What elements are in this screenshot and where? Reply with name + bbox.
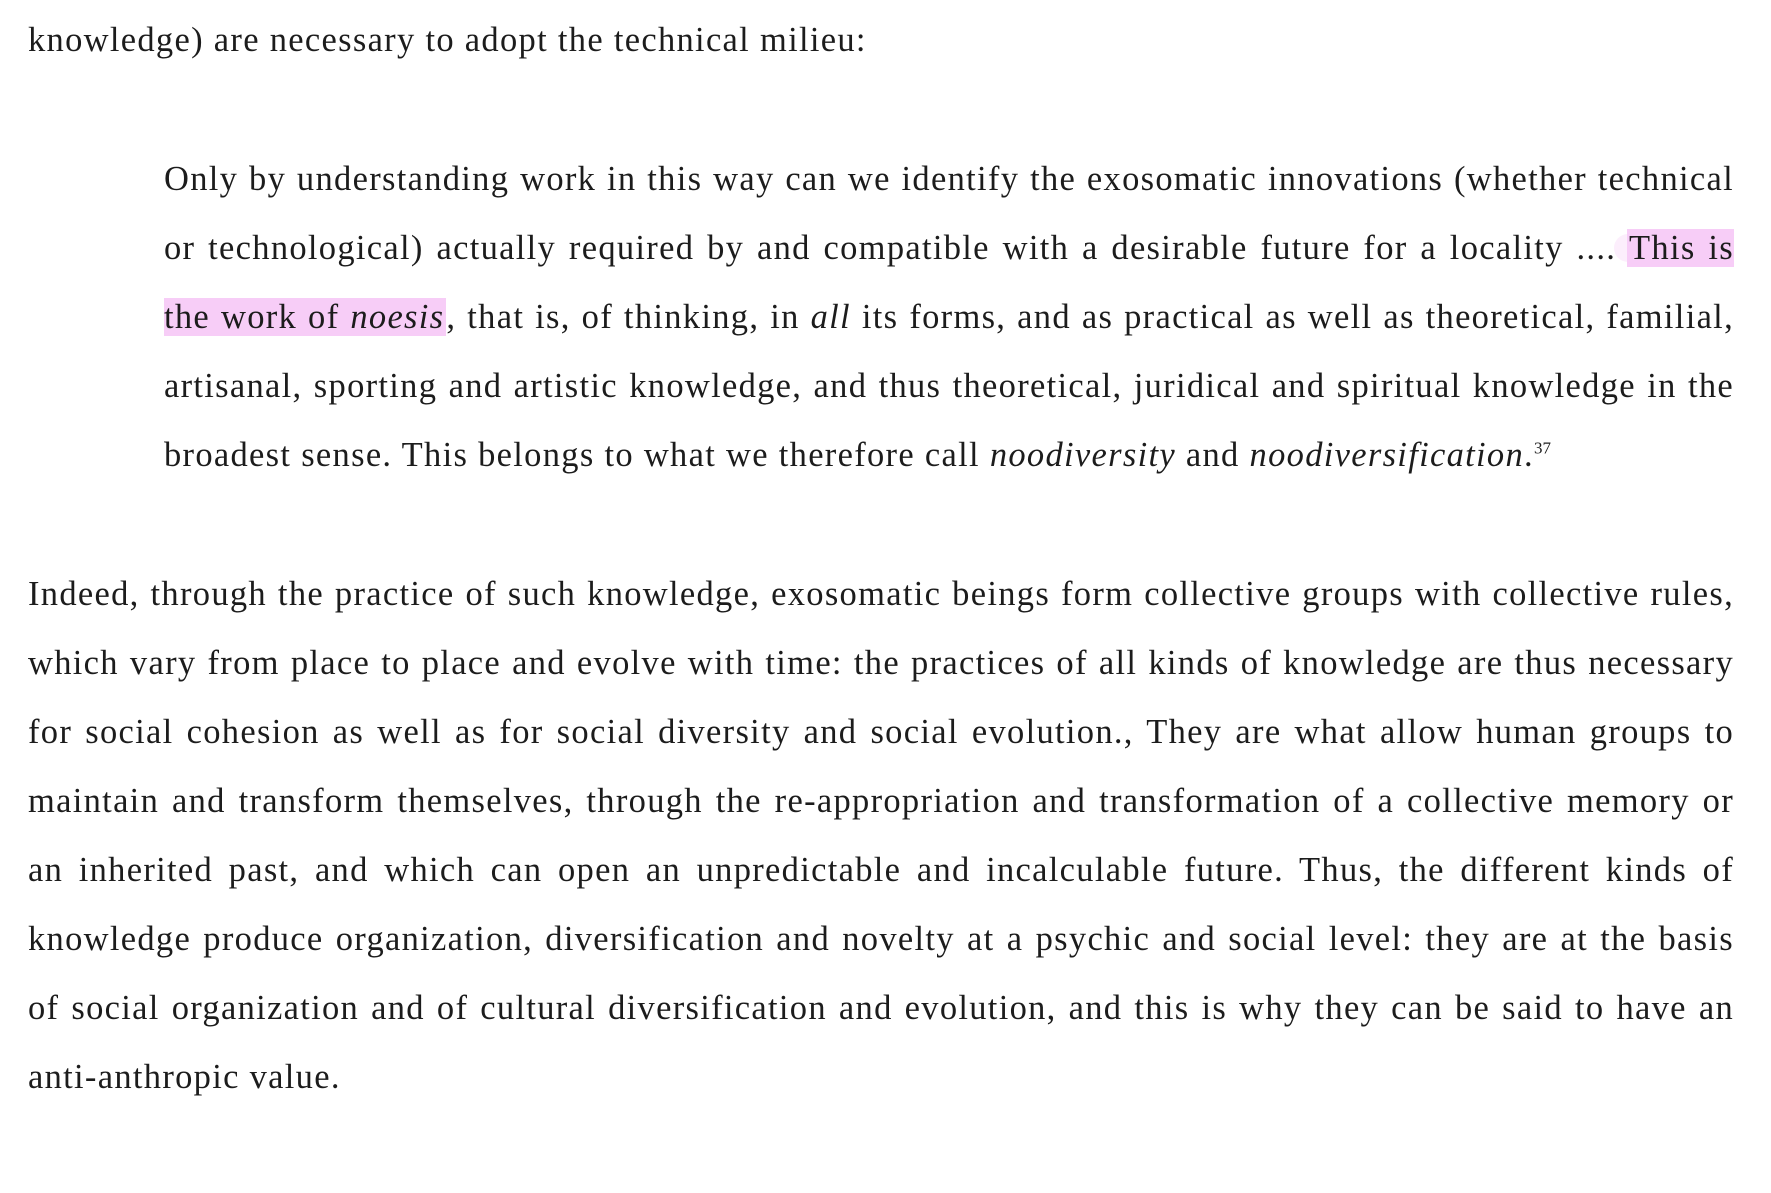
quote-text-part3: its forms, and as practical as well as theoretical, familial, artisanal, sporting and artistic knowledge, and thus theoretical, juridical and spiritual knowledge in the broadest sense. This belongs to what we therefore call: [164, 298, 1734, 474]
highlight-italic-noesis: noesis: [350, 298, 445, 336]
highlight-text: This is the work of: [164, 229, 1734, 336]
intro-paragraph: knowledge) are necessary to adopt the technical milieu:: [28, 21, 867, 59]
quote-text-part2: , that is, of thinking, in: [446, 298, 811, 336]
ellipsis: ....: [1576, 229, 1617, 267]
body-paragraph: Indeed, through the practice of such knowledge, exosomatic beings form collective groups with collective rules, which vary from place to place and evolve with time: the practices of all kinds of knowledge are thus necessary for social cohesion as well as for social diversity and social evolution., They are what allow human groups to maintain and transform themselves, through the re-appropriation and transformation of a collective memory or an inherited past, and which can open an unpredictable and incalculable future. Thus, the different kinds of knowledge produce organization, diversification and novelty at a psychic and social level: they are at the basis of social organization and of cultural diversification and evolution, and this is why they can be said to have an anti-anthropic value.: [28, 575, 1734, 1096]
document-page: [28, 0, 1734, 1112]
quote-period: .: [1524, 436, 1534, 474]
footnote-reference[interactable]: 37: [1533, 438, 1551, 458]
conjunction-and: and: [1175, 436, 1250, 474]
italic-noodiversity: noodiversity: [989, 436, 1176, 474]
quote-text-part1: Only by understanding work in this way can we identify the exosomatic innovations (whether technical or technological) actually required by and compatible with a desirable future for a locality: [164, 160, 1734, 267]
italic-all: all: [810, 298, 851, 336]
italic-noodiversification: noodiversification: [1249, 436, 1524, 474]
block-quote: [164, 145, 1734, 490]
